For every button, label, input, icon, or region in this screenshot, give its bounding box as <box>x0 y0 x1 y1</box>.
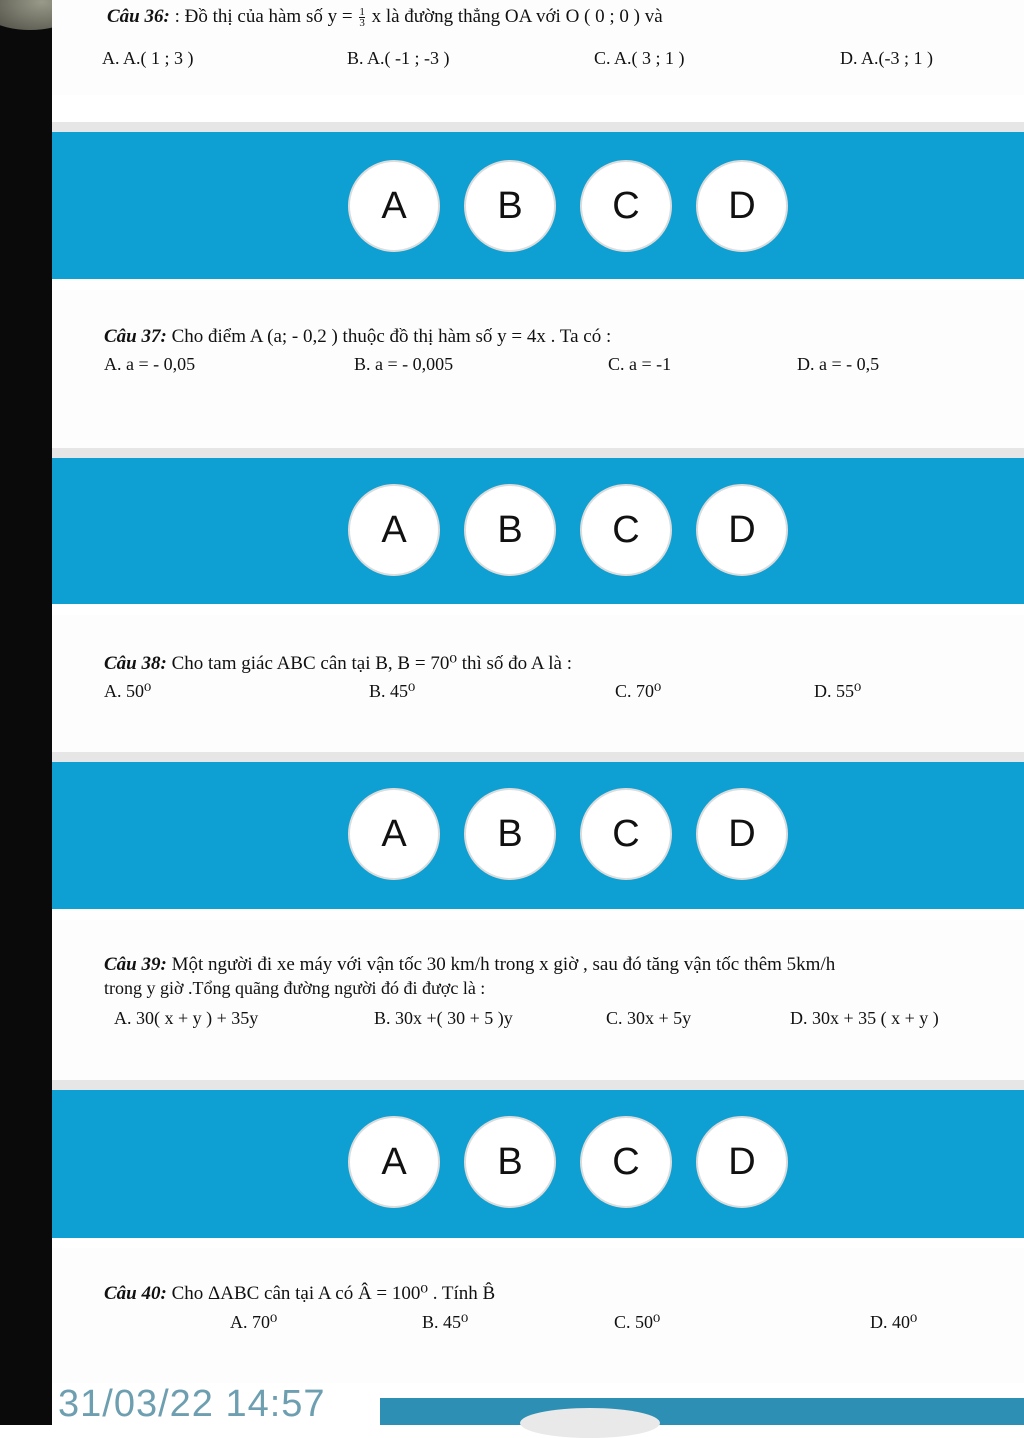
option-c: C. 50⁰ <box>614 1312 661 1332</box>
answer-button-d[interactable]: D <box>696 160 788 252</box>
bar-shade <box>52 122 1024 132</box>
photo-timestamp: 31/03/22 14:57 <box>58 1383 326 1425</box>
question-36 <box>52 0 1024 95</box>
option-d: D. 30x + 35 ( x + y ) <box>790 1008 939 1028</box>
option-d: D. A.(-3 ; 1 ) <box>840 48 933 68</box>
option-b: B. 30x +( 30 + 5 )y <box>374 1008 513 1028</box>
bar-shade <box>52 752 1024 762</box>
fraction-denominator: 3 <box>359 17 365 30</box>
option-c: C. A.( 3 ; 1 ) <box>594 48 685 68</box>
option-d: D. 55⁰ <box>814 681 862 701</box>
question-38 <box>52 615 1024 755</box>
bottom-button-edge <box>520 1408 660 1438</box>
answer-button-b[interactable]: B <box>464 788 556 880</box>
option-c: C. 70⁰ <box>615 681 662 701</box>
answer-bar-39 <box>52 1090 1024 1238</box>
answer-bar-36 <box>52 132 1024 279</box>
answer-button-a[interactable]: A <box>348 1116 440 1208</box>
question-38-stem <box>104 652 572 675</box>
option-b: B. 45⁰ <box>422 1312 469 1332</box>
question-39 <box>52 920 1024 1080</box>
answer-button-b[interactable]: B <box>464 1116 556 1208</box>
question-39-stem <box>104 954 835 976</box>
bar-shade <box>52 1080 1024 1090</box>
question-40-stem-text: Cho ΔABC cân tại A có Â = 100⁰ . Tính B̂ <box>171 1283 496 1304</box>
answer-button-c[interactable]: C <box>580 788 672 880</box>
answer-button-d[interactable]: D <box>696 788 788 880</box>
question-40-label: Câu 40: <box>104 1283 167 1304</box>
option-b: B. A.( -1 ; -3 ) <box>347 48 450 68</box>
question-36-label: Câu 36: <box>107 6 170 27</box>
question-40-stem <box>104 1282 495 1305</box>
bottom-answer-bar-edge <box>380 1398 1024 1425</box>
question-38-stem-text: Cho tam giác ABC cân tại B, B = 70⁰ thì số đo A là : <box>171 653 573 674</box>
question-37-label: Câu 37: <box>104 326 167 347</box>
question-38-label: Câu 38: <box>104 653 167 674</box>
answer-button-d[interactable]: D <box>696 1116 788 1208</box>
option-d: D. a = - 0,5 <box>797 354 880 374</box>
left-dark-edge <box>0 0 52 1425</box>
question-36-stem <box>107 6 663 28</box>
answer-bar-38 <box>52 762 1024 909</box>
option-a: A. a = - 0,05 <box>104 354 196 374</box>
answer-button-a[interactable]: A <box>348 484 440 576</box>
option-a: A. A.( 1 ; 3 ) <box>102 48 194 68</box>
question-37-stem <box>104 326 611 348</box>
answer-button-c[interactable]: C <box>580 160 672 252</box>
question-36-stem-pre: : Đồ thị của hàm số y = <box>174 6 353 27</box>
answer-button-c[interactable]: C <box>580 1116 672 1208</box>
option-b: B. 45⁰ <box>369 681 416 701</box>
question-39-stem-line2: trong y giờ .Tổng quãng đường người đó đi được là : <box>104 978 486 998</box>
question-40 <box>52 1248 1024 1383</box>
answer-button-d[interactable]: D <box>696 484 788 576</box>
answer-button-a[interactable]: A <box>348 160 440 252</box>
option-c: C. a = -1 <box>608 354 672 374</box>
answer-bar-37 <box>52 458 1024 604</box>
option-a: A. 30( x + y ) + 35y <box>114 1008 259 1028</box>
bar-shade <box>52 448 1024 458</box>
option-a: A. 70⁰ <box>230 1312 278 1332</box>
answer-button-c[interactable]: C <box>580 484 672 576</box>
option-b: B. a = - 0,005 <box>354 354 454 374</box>
answer-button-a[interactable]: A <box>348 788 440 880</box>
option-d: D. 40⁰ <box>870 1312 918 1332</box>
answer-button-b[interactable]: B <box>464 160 556 252</box>
fraction-numerator: 1 <box>359 6 365 19</box>
question-37-stem-text: Cho điểm A (a; - 0,2 ) thuộc đồ thị hàm số y = 4x . Ta có : <box>171 326 612 347</box>
question-39-stem-line1: Một người đi xe máy với vận tốc 30 km/h trong x giờ , sau đó tăng vận tốc thêm 5km/h <box>171 954 836 975</box>
option-a: A. 50⁰ <box>104 681 152 701</box>
question-39-label: Câu 39: <box>104 954 167 975</box>
option-c: C. 30x + 5y <box>606 1008 692 1028</box>
question-36-stem-post: x là đường thẳng OA với O ( 0 ; 0 ) và <box>371 6 663 27</box>
fraction-one-third <box>359 7 365 28</box>
question-37 <box>52 290 1024 450</box>
answer-button-b[interactable]: B <box>464 484 556 576</box>
